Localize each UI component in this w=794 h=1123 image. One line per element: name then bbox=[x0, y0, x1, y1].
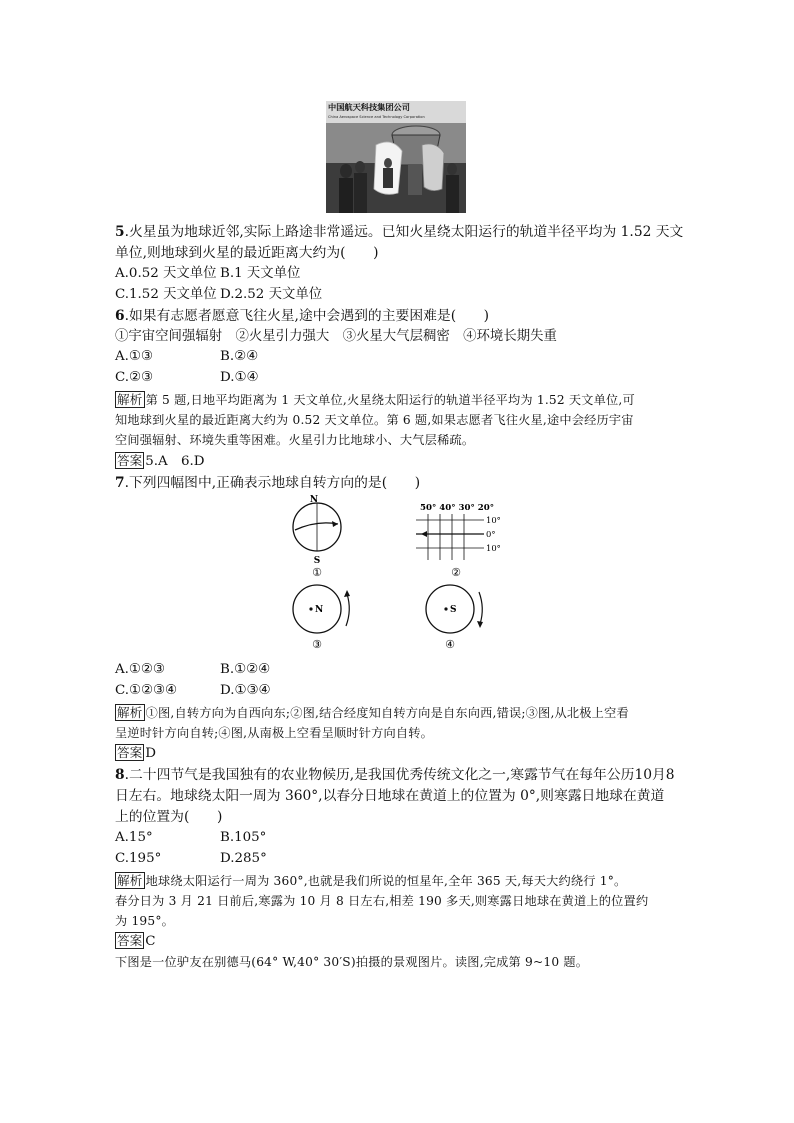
svg-text:①: ① bbox=[312, 566, 322, 579]
rotation-direction-figure bbox=[280, 490, 520, 655]
q8-option-a: A.15° bbox=[115, 830, 153, 845]
question-6-items: ①宇宙空间强辐射 ②火星引力强大 ③火星大气层稠密 ④环境长期失重 bbox=[115, 329, 557, 344]
answer-8: 答案 C bbox=[117, 933, 156, 949]
intro-9-10: 下图是一位驴友在别德马(64° W,40° 30′S)拍摄的景观图片。读图,完成第 9~10 题。 bbox=[115, 955, 589, 969]
analysis-8-line-2: 春分日为 3 月 21 日前后,寒露为 10 月 8 日左右,相差 190 多天,则寒露日地球在黄道上的位置约 bbox=[115, 894, 649, 908]
svg-text:②: ② bbox=[451, 566, 461, 579]
question-5-line-1: 5.火星虽为地球近邻,实际上路途非常遥远。已知火星绕太阳运行的轨道半径平均为 1.52 天文 bbox=[115, 224, 684, 240]
diagram-1 bbox=[293, 495, 341, 579]
answer-tag: 答案 bbox=[117, 933, 143, 948]
analysis-7-line-2: 呈逆时针方向自转;④图,从南极上空看呈顺时针方向自转。 bbox=[115, 726, 434, 740]
q7-option-d: D.①③④ bbox=[220, 683, 271, 698]
svg-text:10°: 10° bbox=[486, 543, 501, 553]
analysis-7-line-1: 解析 ①图,自转方向为自西向东;②图,结合经度知自转方向是自东向西,错误;③图,从北极上空看 bbox=[117, 705, 629, 720]
q7-option-a: A.①②③ bbox=[115, 662, 165, 677]
svg-text:中国航天科技集团公司: 中国航天科技集团公司 bbox=[328, 102, 410, 112]
question-5-line-2: 单位,则地球到火星的最近距离大约为( ) bbox=[115, 245, 379, 261]
spacecraft-photo bbox=[326, 101, 466, 213]
svg-text:④: ④ bbox=[445, 638, 455, 651]
svg-text:China Aerospace Science and Te: China Aerospace Science and Technology Corporation bbox=[328, 115, 425, 119]
svg-text:0°: 0° bbox=[486, 529, 496, 539]
analysis-8-line-1: 解析 地球绕太阳运行一周为 360°,也就是我们所说的恒星年,全年 365 天,每天大约绕行 1°。 bbox=[117, 873, 627, 888]
svg-text:③: ③ bbox=[312, 638, 322, 651]
q5-option-a: A.0.52 天文单位 bbox=[115, 266, 217, 281]
q8-option-d: D.285° bbox=[220, 851, 267, 866]
analysis-tag: 解析 bbox=[117, 705, 143, 720]
question-6-line-1: 6.如果有志愿者愿意飞往火星,途中会遇到的主要困难是( ) bbox=[115, 308, 490, 324]
analysis-tag: 解析 bbox=[117, 392, 143, 407]
diagram-2 bbox=[416, 503, 501, 579]
q8-option-c: C.195° bbox=[115, 851, 162, 866]
answer-7: 答案 D bbox=[117, 745, 156, 761]
q7-option-b: B.①②④ bbox=[220, 662, 271, 677]
analysis-5-6-line-2: 知地球到火星的最近距离大约为 0.52 天文单位。第 6 题,如果志愿者飞往火星,途中会经历宇宙 bbox=[115, 413, 634, 427]
question-8-line-3: 上的位置为( ) bbox=[115, 809, 223, 825]
question-8-line-1: 8.二十四节气是我国独有的农业物候历,是我国优秀传统文化之一,寒露节气在每年公历10月8 bbox=[115, 767, 675, 783]
diagram-4 bbox=[426, 585, 483, 651]
q5-option-b: B.1 天文单位 bbox=[220, 266, 301, 281]
q5-option-c: C.1.52 天文单位 bbox=[115, 287, 217, 302]
svg-text:50° 40° 30° 20°: 50° 40° 30° 20° bbox=[420, 503, 494, 513]
analysis-5-6-line-3: 空间强辐射、环境失重等困难。火星引力比地球小、大气层稀疏。 bbox=[115, 433, 475, 447]
svg-text:N: N bbox=[309, 495, 319, 505]
svg-text:N: N bbox=[315, 605, 324, 615]
diagram-3 bbox=[293, 585, 350, 651]
svg-text:10°: 10° bbox=[486, 515, 501, 525]
analysis-8-line-3: 为 195°。 bbox=[115, 914, 175, 928]
svg-text:S: S bbox=[450, 605, 457, 615]
q6-option-c: C.②③ bbox=[115, 370, 154, 385]
answer-5-6: 答案 5.A 6.D bbox=[117, 453, 205, 469]
q6-option-d: D.①④ bbox=[220, 370, 259, 385]
question-8-line-2: 日左右。地球绕太阳一周为 360°,以春分日地球在黄道上的位置为 0°,则寒露日地球在黄道 bbox=[115, 788, 665, 804]
q6-option-a: A.①③ bbox=[115, 349, 153, 364]
analysis-5-6-line-1: 解析 第 5 题,日地平均距离为 1 天文单位,火星绕太阳运行的轨道半径平均为 1.52 天文单位,可 bbox=[117, 392, 635, 407]
q6-option-b: B.②④ bbox=[220, 349, 259, 364]
answer-tag: 答案 bbox=[117, 453, 143, 468]
q8-option-b: B.105° bbox=[220, 830, 267, 845]
q7-option-c: C.①②③④ bbox=[115, 683, 178, 698]
question-7-line-1: 7.下列四幅图中,正确表示地球自转方向的是( ) bbox=[115, 475, 421, 491]
answer-tag: 答案 bbox=[117, 745, 143, 760]
analysis-tag: 解析 bbox=[117, 873, 143, 888]
q5-option-d: D.2.52 天文单位 bbox=[220, 287, 323, 302]
svg-text:S: S bbox=[313, 556, 321, 566]
